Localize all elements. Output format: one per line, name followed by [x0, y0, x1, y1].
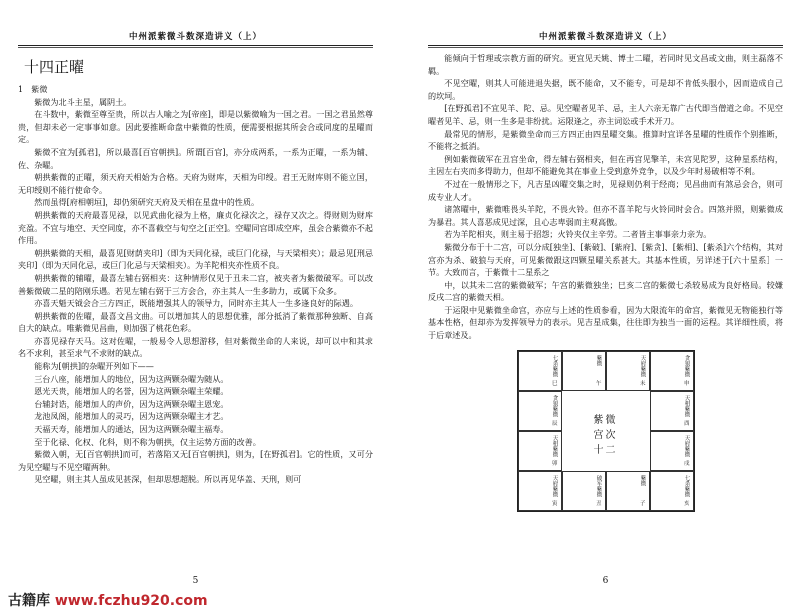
page-number-left: 5 [192, 576, 199, 586]
star-name: 贪狼 [683, 354, 690, 366]
cell-stars [682, 395, 690, 417]
rule-left [18, 47, 373, 48]
cell-stars [638, 475, 646, 486]
paragraph: 朝拱紫微的辅曜，最喜左辅右弼相夹：这种情形仅见于丑未二宫，被夹者为紫微破军。可以改善紫微破二星的陪刚乐遇。若见左辅右弼于三方会合，亦主其人一生多助力，或属下众多。 [18, 272, 373, 296]
paragraph: 若为羊陀相夹，则主易于招怨；火铃夹仅主辛劳。二者皆主事事亲力亲为。 [444, 229, 712, 240]
chart-cell [650, 351, 694, 391]
cell-branch: 酉 [683, 421, 690, 428]
chart-cell [650, 431, 694, 471]
chart-cell [518, 351, 562, 391]
paragraph: 诸煞曜中，紫微唯畏头羊陀，不畏火铃。但亦不喜羊陀与火铃同时会合。四煞并照，则紫微成为暴君。其人喜恶成见过深，且心志卑弱而主观高傲。 [428, 204, 783, 227]
star-name: 紫微 [683, 445, 690, 457]
chart-cell [562, 471, 606, 511]
paragraph: 紫微分布于十二宫，可以分成[独坐]、[紫破]、[紫府]、[紫贪]、[紫相]、[紫杀]六个结构，其对宫亦为杀、破狼与天府，可见紫微跟这四颗星曜关系甚大。其基本性质，另详述于[六十星系］一节。大致而言，于紫微十二星系之 [428, 241, 783, 278]
chart-center-line1: 紫微 [593, 414, 618, 426]
cell-branch: 丑 [595, 501, 602, 508]
paragraph: 最常见的情形，是紫微坐命而三方四正由四星曜交集。推算时宜详各星曜的性质作个别推断，不能将之抵消。 [428, 128, 783, 152]
star-name: 紫微 [595, 485, 602, 497]
star-name: 天府 [551, 474, 558, 486]
list-item: 恩光天贵，能增加人的名誉，因为这两颗杂曜主荣耀。 [34, 386, 229, 397]
cell-branch: 巳 [551, 381, 558, 388]
paragraph: 不过在一般情形之下，凡吉星凶曜交集之时，见禄则仍利于经商；见昌曲而有煞忌会合，则可成专业人才。 [428, 178, 783, 202]
chapter-title: 十四正曜 [24, 58, 85, 76]
left-body [18, 83, 373, 486]
paragraph: 朝拱紫微的佐曜，最喜文昌文曲。可以增加其人的思想优雅，部分抵消了紫微那种独断、自高自大的缺点。唯紫微见昌曲，则加强了桃花色彩。 [18, 310, 373, 334]
running-head-left: 中州派紫微斗数深造讲义（上） [18, 30, 373, 46]
section-title: 1 紫微 [18, 84, 48, 94]
cell-branch: 亥 [683, 501, 690, 508]
chart-cell [562, 351, 606, 391]
list-item: 龙池凤阁，能增加人的灵巧，因为这两颗杂曜主才艺。 [34, 411, 229, 422]
ziwei-chart [517, 350, 695, 512]
cell-stars [550, 355, 558, 377]
star-name: 七杀 [683, 474, 690, 486]
paragraph: 然而虽得[府相朝垣]，却仍须研究天府及天相在星盘中的性质。 [34, 197, 260, 208]
chart-cell [518, 391, 562, 431]
cell-stars [638, 355, 646, 377]
paragraph: 朝拱紫微的正曜，须天府天相始为合格。天府为财库，天相为印绶。君王无财库则不能立国，无印绶则不能行使命令。 [18, 172, 373, 195]
paragraph: 紫微不宜为[孤君]，所以最喜[百官朝拱]。所谓[百官]，亦分成两系，一系为正曜，一系为辅、佐、杂曜。 [18, 146, 373, 170]
cell-branch: 午 [595, 381, 602, 388]
paragraph: 朝拱紫微的天相，最喜见[财荫夹印]（即为天同化禄，或巨门化禄，与天梁相夹）；最忌见[刑忌夹印]（即为天同化忌，或巨门化忌与天梁相夹）。为羊陀相夹亦性质不良。 [18, 247, 373, 271]
cell-branch: 戌 [683, 461, 690, 468]
cell-stars [594, 475, 602, 497]
cell-branch: 申 [683, 381, 690, 388]
cell-stars [682, 355, 690, 377]
paragraph: 不见空曜，则其人可能进退失据，既不能命，又不能专，可是却不肯低头服小，因而造成自己的坎坷。 [428, 78, 783, 101]
star-name: 七杀 [551, 354, 558, 366]
list-item: 天福天寿，能增加人的通达，因为这两颗杂曜主福寿。 [34, 424, 229, 435]
list-item: 至于化禄、化权、化科，则不称为朝拱，仅主运势方面的改善。 [34, 436, 261, 447]
chart-cell [518, 471, 562, 511]
star-name: 天府 [683, 434, 690, 446]
running-head-right: 中州派紫微斗数深造讲义（上） [428, 30, 783, 46]
star-name: 紫微 [639, 365, 646, 377]
star-name: 天相 [683, 394, 690, 406]
star-name: 紫微 [639, 474, 646, 486]
star-name: 紫微 [551, 405, 558, 417]
paragraph: 能倾向于哲理或宗教方面的研究。更宜见天姚、博士二曜，若同时见文昌或文曲，则主磊落不羁。 [428, 53, 783, 76]
paragraph: 亦喜天魁天钺会合三方四正，既能增强其人的领导力，同时亦主其人一生多逢良好的际遇。 [34, 298, 358, 309]
chart-cell [650, 391, 694, 431]
paragraph: 例如紫微破军在丑宫坐命，得左辅右弼相夹，但在再宫见擎羊，未宫见陀罗，这种星系结构，主因左右夹而多得助力，但却不能避免其在事业上受到意外竞争，以及少年时易破相等不利。 [428, 153, 783, 177]
site-watermark [8, 590, 208, 610]
paragraph: 亦喜见禄存天马。这对佐曜，一般易令人思想游移，但对紫微坐命的人来说，却可以中和其求名不求利，甚至求气不求财的缺点。 [18, 335, 373, 359]
cell-stars [550, 395, 558, 417]
list-item: 三台八座，能增加人的地位，因为这两颗杂曜为随从。 [34, 373, 229, 384]
paragraph: [在野孤君]不宜见羊、陀、忌。见空曜者见羊、忌，主人六亲无靠广古代即当僧道之命。不见空曜者见羊、忌，则一生多是非纷扰。运限逢之，亦主词讼或手术开刀。 [428, 103, 783, 126]
star-name: 紫微 [551, 445, 558, 457]
list-item: 台辅封诰，能增加人的声价，因为这两颗杂曜主恩宠。 [34, 398, 229, 409]
right-page [428, 30, 783, 586]
chart-center [562, 391, 650, 471]
star-name: 天相 [551, 434, 558, 446]
cell-stars [550, 435, 558, 457]
cell-stars [682, 475, 690, 497]
chart-cell [606, 471, 650, 511]
cell-branch: 辰 [551, 421, 558, 428]
star-name: 紫微 [683, 365, 690, 377]
star-name: 紫微 [551, 485, 558, 497]
star-name: 紫微 [683, 405, 690, 417]
watermark-site-name: 古籍库 [8, 593, 50, 609]
cell-stars [594, 355, 602, 366]
cell-stars [682, 435, 690, 457]
cell-branch: 未 [639, 381, 646, 388]
chart-cell [606, 351, 650, 391]
cell-stars [550, 475, 558, 497]
left-page [18, 30, 373, 586]
page-number-right: 6 [602, 576, 609, 586]
chart-cell [518, 431, 562, 471]
right-body [428, 52, 783, 342]
paragraph: 于运限中见紫微坐命宫，亦应与上述的性质参看，因为大限流年的命宫，紫微见无物能独行等基本性格，但却亦为发挥领导力的表示。见吉星成集，往往即为独当一面的运程。其详细性质，将于后章述及。 [428, 304, 783, 341]
paragraph: 紫微为北斗主星，属阴土。 [34, 96, 132, 107]
cell-branch: 子 [639, 501, 646, 508]
paragraph: 在斗数中，紫微至尊至贵，所以古人喻之为[帝座]，即是以紫微喻为一国之君。一国之君虽然尊贵，但却未必一定事事如意。因此要推断命盘中紫微的性质，便需要根据其所会合或同度的星曜而定。 [18, 109, 373, 145]
paragraph: 能称为[朝拱]的杂曜开列如下—— [34, 361, 154, 372]
paragraph: 朝拱紫微的天府最喜见禄，以见武曲化禄为上格，廉贞化禄次之，禄存又次之。得财则为财库充盈。不宜与地空、天空同度，亦不喜截空与旬空之[正空]。空曜同宫即成空库，虽会合紫微亦不起作用。 [18, 209, 373, 246]
cell-branch: 寅 [551, 501, 558, 508]
star-name: 紫微 [595, 354, 602, 366]
paragraph: 中，以其未二宫的紫微破军；午宫的紫微独坐；巳亥二宫的紫微七杀较易成为良好格局。较嫌反戌二宫的紫微天相。 [428, 279, 783, 303]
chart-center-line3: 十二 [593, 444, 618, 456]
star-name: 紫微 [683, 485, 690, 497]
cell-branch: 卯 [551, 461, 558, 468]
star-name: 破军 [595, 474, 602, 486]
star-name: 贪狼 [551, 394, 558, 406]
paragraph: 见空曜，则主其人虽成见甚深，但却思想超脱。所以再见华盖、天刑，则可 [34, 474, 302, 485]
watermark-site-url: www.fczhu920.com [54, 593, 208, 609]
star-name: 紫微 [551, 365, 558, 377]
chart-cell [650, 471, 694, 511]
chart-center-line2: 宫次 [593, 429, 618, 441]
star-name: 天府 [639, 354, 646, 366]
paragraph: 紫微入朝，无[百官朝拱]而可，若落陷又无[百官朝拱]，则为，[在野孤君]。它的性质，又可分为见空曜与不见空曜两种。 [18, 449, 373, 472]
rule-right [428, 47, 783, 48]
